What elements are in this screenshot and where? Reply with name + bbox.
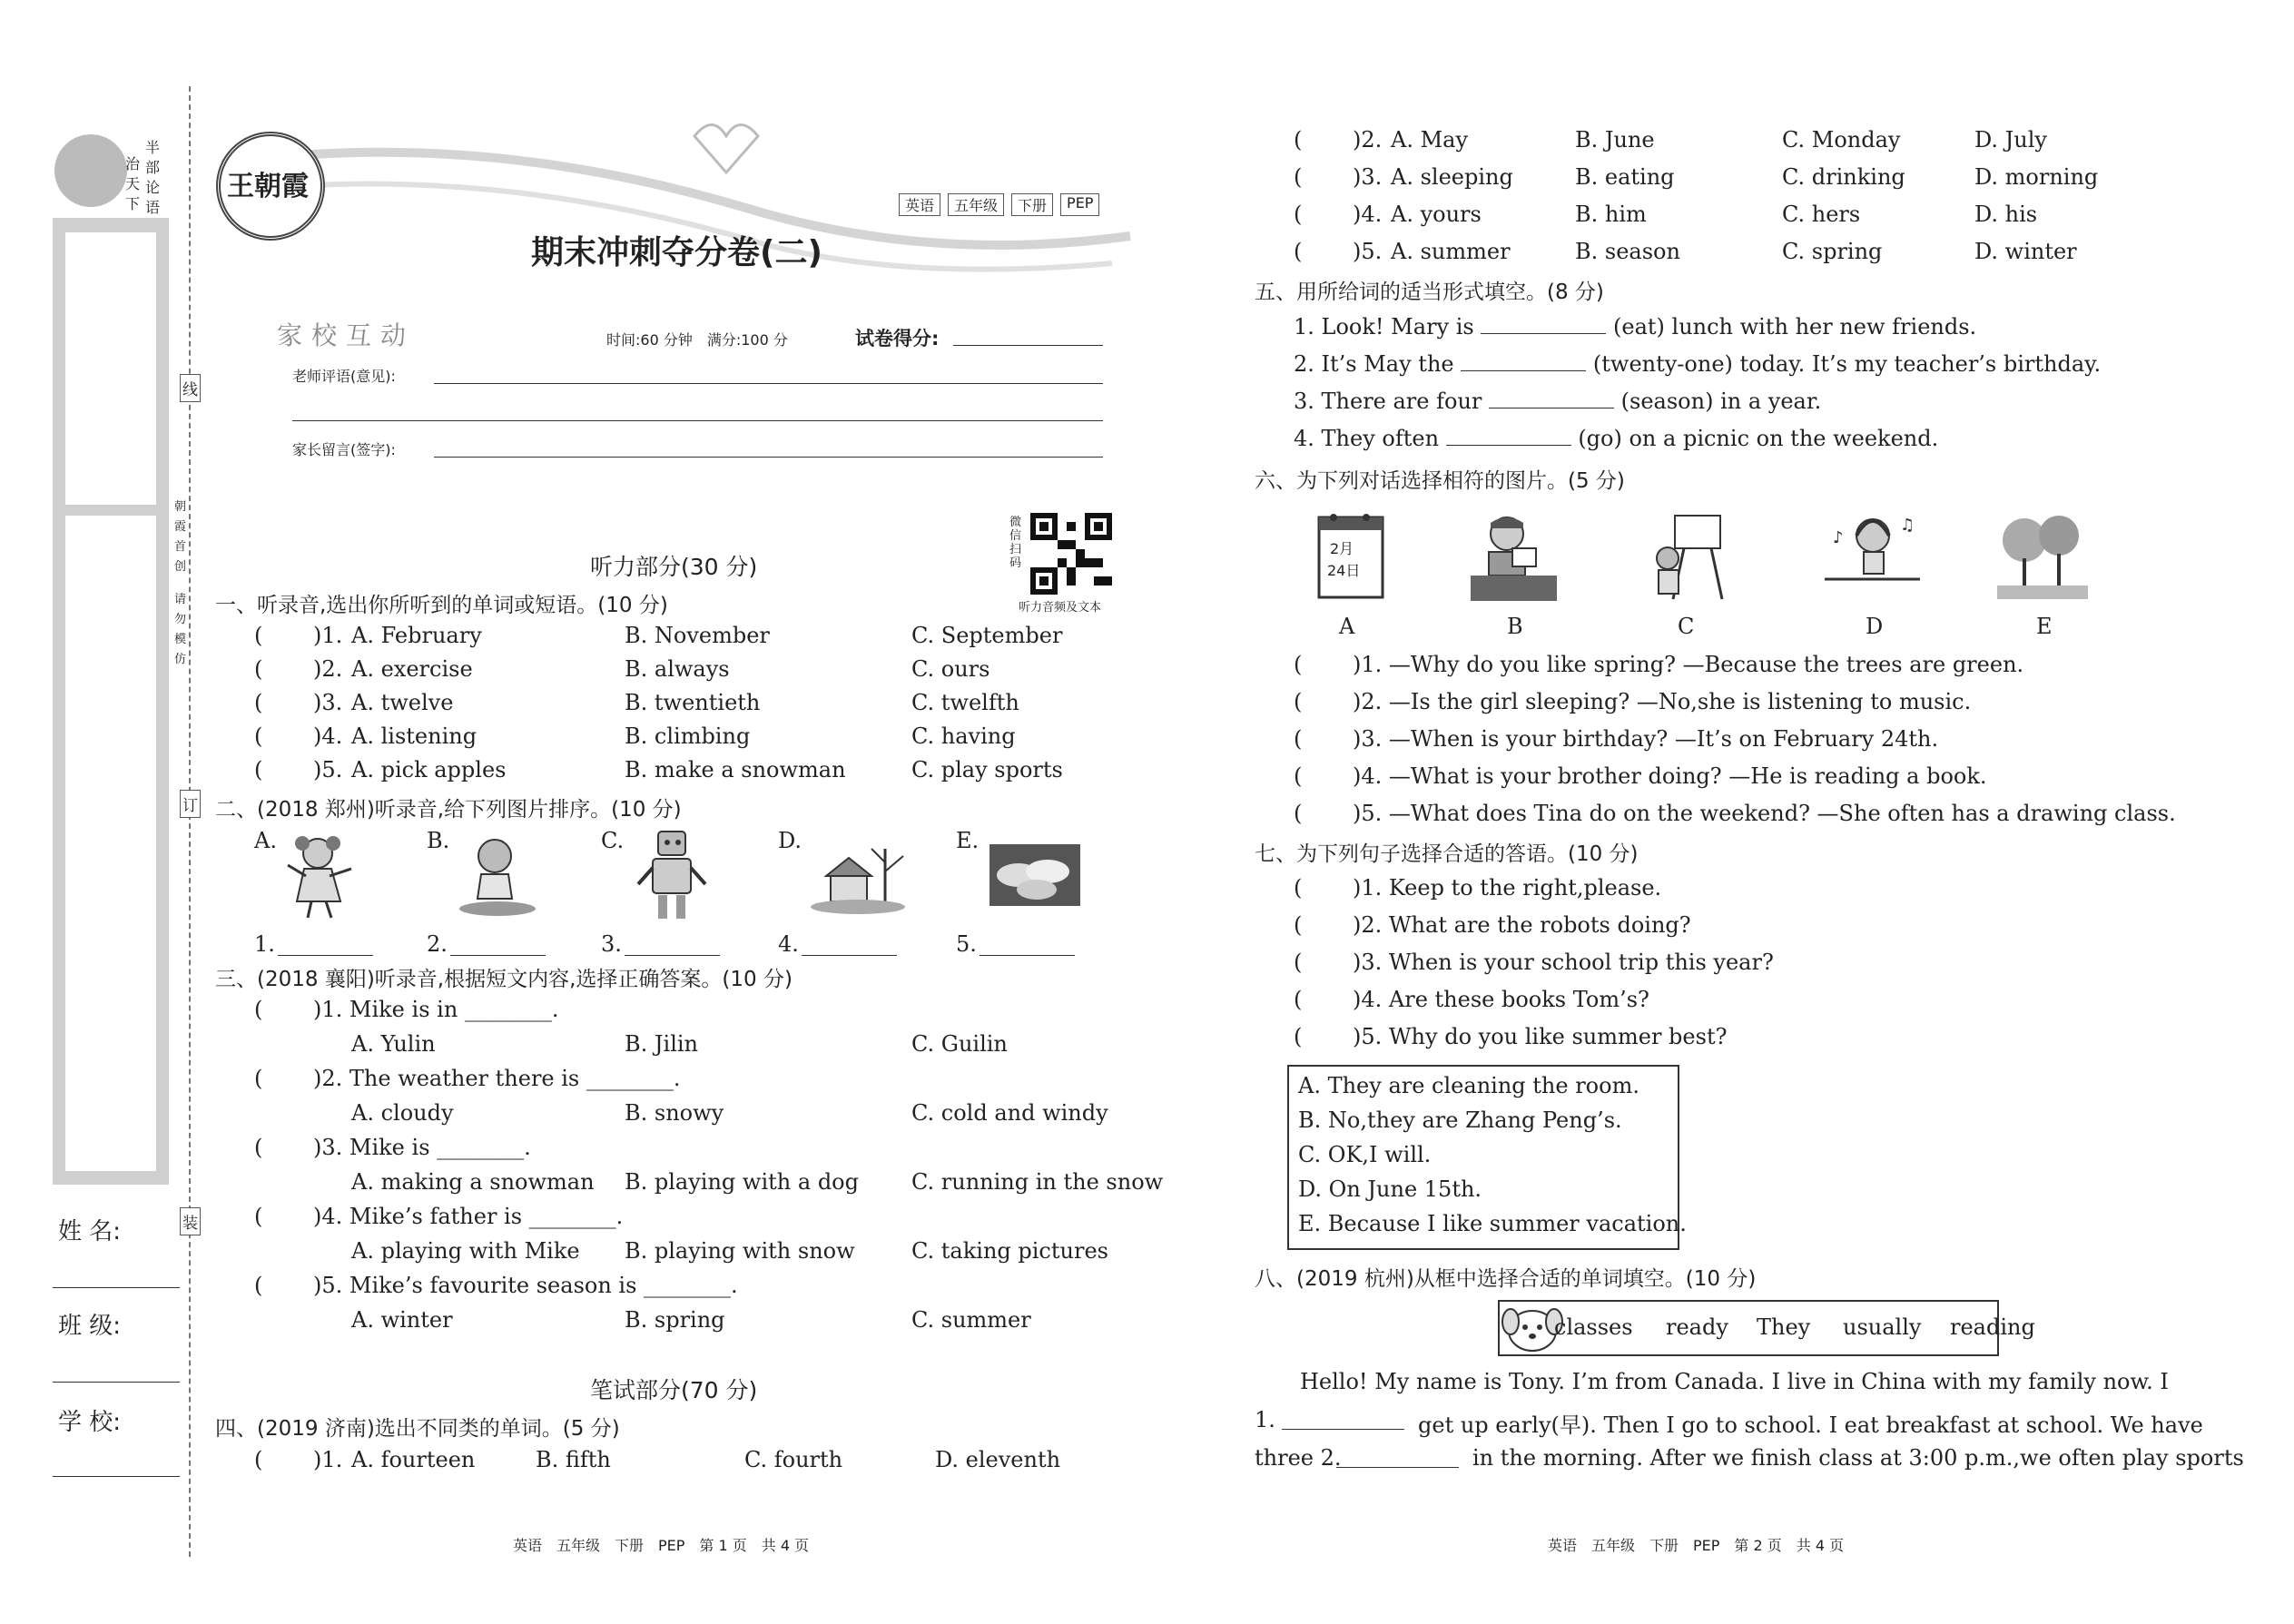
passage-line: Hello! My name is Tony. I’m from Canada. I live in China with my family now. I xyxy=(1300,1369,2169,1394)
blank-field[interactable] xyxy=(980,955,1075,956)
question-text: )1. Mike is in ________. xyxy=(313,997,559,1022)
brand-char: 语 xyxy=(145,199,161,216)
question-number: )4. xyxy=(1353,202,1383,227)
dumplings-photo xyxy=(989,844,1080,906)
school-field[interactable] xyxy=(53,1476,180,1477)
answer-bracket[interactable]: ( xyxy=(1294,987,1303,1012)
answer-bracket[interactable]: ( xyxy=(254,1447,263,1472)
child-sitting-picture xyxy=(454,831,545,921)
answer-bracket[interactable]: ( xyxy=(1294,689,1303,714)
answer-bracket[interactable]: ( xyxy=(1294,1024,1303,1049)
word-bank-item: ready xyxy=(1666,1314,1728,1340)
option-d: D. morning xyxy=(1974,164,2099,190)
option-a: A. pick apples xyxy=(351,757,507,782)
calendar-month: 2月 xyxy=(1330,540,1354,557)
picture-label: C. xyxy=(601,828,625,853)
question-text: )3. Mike is ________. xyxy=(313,1135,531,1160)
dialogue-text: )5. —What does Tina do on the weekend? —She often has a drawing class. xyxy=(1353,801,2176,826)
word-bank-item: reading xyxy=(1950,1314,2035,1340)
option-b: B. playing with a dog xyxy=(625,1169,859,1195)
option-b: B. season xyxy=(1575,239,1680,264)
picture-label: B. xyxy=(427,828,450,853)
question-number: )2. xyxy=(1353,127,1383,153)
answer-bracket[interactable]: ( xyxy=(1294,202,1303,227)
question-number: )5. xyxy=(1353,239,1383,264)
option-c: C. taking pictures xyxy=(911,1238,1108,1264)
option-b: B. June xyxy=(1575,127,1655,153)
picture-label: E xyxy=(2036,614,2053,639)
answer-bracket[interactable]: ( xyxy=(1294,875,1303,901)
picture-label: A xyxy=(1339,614,1355,639)
question-text: )2. What are the robots doing? xyxy=(1353,912,1691,938)
score-label: 试卷得分: xyxy=(855,328,940,349)
answer-bracket[interactable]: ( xyxy=(1294,950,1303,975)
brand-char: 治 xyxy=(125,155,141,172)
spring-trees-picture xyxy=(1997,508,2088,599)
teacher-comment-field[interactable] xyxy=(434,383,1103,384)
answer-bracket[interactable]: ( xyxy=(254,1066,263,1091)
time-info: 时间:60 分钟 满分:100 分 xyxy=(606,331,788,349)
footer-left: 英语 五年级 下册 PEP 第 1 页 共 4 页 xyxy=(513,1537,810,1554)
series-tags xyxy=(899,193,1099,216)
blank-field[interactable] xyxy=(1481,315,1606,334)
option-d: D. July xyxy=(1974,127,2047,153)
option-d: D. winter xyxy=(1974,239,2077,264)
answer-bracket[interactable]: ( xyxy=(1294,164,1303,190)
question-text: )4. Are these books Tom’s? xyxy=(1353,987,1649,1012)
parent-comment-field[interactable] xyxy=(434,457,1103,458)
teacher-comment-label: 老师评语(意见): xyxy=(292,368,396,385)
picture-label: D. xyxy=(778,828,802,853)
blank-field[interactable] xyxy=(1489,389,1614,408)
option-c: C. hers xyxy=(1782,202,1861,227)
blank-number: 4. xyxy=(778,931,799,957)
option-c: C. ours xyxy=(911,656,990,682)
answer-bracket[interactable]: ( xyxy=(254,623,263,648)
blank-number: 3. xyxy=(601,931,622,957)
blank-field[interactable] xyxy=(802,955,897,956)
answer-bracket[interactable]: ( xyxy=(254,757,263,782)
footer-right: 英语 五年级 下册 PEP 第 2 页 共 4 页 xyxy=(1548,1537,1845,1554)
passage-line: in the morning. After we finish class at 3:00 p.m.,we often play sports xyxy=(1472,1445,2244,1471)
question-number: )3. xyxy=(1353,164,1383,190)
option-b: B. him xyxy=(1575,202,1647,227)
answer-bracket[interactable]: ( xyxy=(1294,127,1303,153)
teacher-comment-field-2[interactable] xyxy=(292,420,1103,421)
class-label: 班 级: xyxy=(58,1313,122,1340)
picture-label: E. xyxy=(956,828,980,853)
picture-label: A. xyxy=(254,828,277,853)
passage-line: get up early(早). Then I go to school. I eat breakfast at school. We have xyxy=(1418,1412,2203,1438)
passage-prefix: three 2. xyxy=(1255,1445,1342,1471)
option-c: C. Guilin xyxy=(911,1031,1008,1057)
section-5-title: 五、用所给词的适当形式填空。(8 分) xyxy=(1255,281,1604,304)
answer-option: E. Because I like summer vacation. xyxy=(1298,1211,1687,1236)
name-field[interactable] xyxy=(53,1287,180,1288)
vertical-note: 朝霞首创 xyxy=(174,500,187,574)
passage-prefix: 1. xyxy=(1255,1407,1275,1432)
series-tag: 五年级 xyxy=(948,193,1004,216)
passage-blank-1[interactable] xyxy=(1282,1429,1404,1430)
dialogue-text: )1. —Why do you like spring? —Because the trees are green. xyxy=(1353,652,2024,677)
girl-dancing-picture xyxy=(277,831,363,921)
sidebar-panel-inner-top xyxy=(65,232,156,505)
question-text: )5. Mike’s favourite season is ________. xyxy=(313,1273,738,1298)
blank-number: 1. xyxy=(254,931,275,957)
option-b: B. make a snowman xyxy=(625,757,846,782)
option-c: C. Monday xyxy=(1782,127,1901,153)
option-b: B. Jilin xyxy=(625,1031,698,1057)
answer-bracket[interactable]: ( xyxy=(1294,652,1303,677)
girl-music-picture xyxy=(1820,508,1925,599)
option-c: C. cold and windy xyxy=(911,1100,1108,1126)
answer-bracket[interactable]: ( xyxy=(1294,239,1303,264)
answer-bracket[interactable]: ( xyxy=(1294,726,1303,752)
brand-char: 部 xyxy=(145,159,161,176)
answer-bracket[interactable]: ( xyxy=(1294,763,1303,789)
blank-field[interactable] xyxy=(1446,427,1571,446)
option-b: B. spring xyxy=(625,1307,725,1333)
section-1-title: 一、听录音,选出你所听到的单词或短语。(10 分) xyxy=(215,594,668,617)
answer-bracket[interactable]: ( xyxy=(254,723,263,749)
answer-option: A. They are cleaning the room. xyxy=(1298,1073,1639,1098)
series-tag: 英语 xyxy=(899,193,940,216)
option-c: C. summer xyxy=(911,1307,1031,1333)
blank-field[interactable] xyxy=(278,955,373,956)
section-8-title: 八、(2019 杭州)从框中选择合适的单词填空。(10 分) xyxy=(1255,1267,1757,1291)
answer-option: D. On June 15th. xyxy=(1298,1176,1482,1202)
writing-title: 笔试部分(70 分) xyxy=(590,1377,758,1403)
fill-row xyxy=(1294,351,2101,377)
option-c: C. drinking xyxy=(1782,164,1905,190)
calendar-day: 24日 xyxy=(1327,562,1361,579)
page-title: 期末冲刺夺分卷(二) xyxy=(531,234,822,271)
answer-bracket[interactable]: ( xyxy=(254,656,263,682)
brand-char: 天 xyxy=(125,175,141,192)
option-c: C. September xyxy=(911,623,1063,648)
fill-row xyxy=(1294,389,1821,414)
option-b: B. always xyxy=(625,656,730,682)
word-bank-item: usually xyxy=(1843,1314,1922,1340)
blank-number: 5. xyxy=(956,931,977,957)
brand-avatar xyxy=(54,134,127,207)
cut-line xyxy=(189,86,191,1557)
vertical-note: 请勿模仿 xyxy=(174,593,187,666)
dialogue-text: )4. —What is your brother doing? —He is reading a book. xyxy=(1353,763,1987,789)
sentence-end: (twenty-one) today. It’s my teacher’s birthday. xyxy=(1592,351,2102,377)
option-c: C. having xyxy=(911,723,1016,749)
svg-text:♪: ♪ xyxy=(1833,528,1844,547)
blank-number: 2. xyxy=(427,931,448,957)
answer-bracket[interactable]: ( xyxy=(254,1273,263,1298)
question-text: )3. When is your school trip this year? xyxy=(1353,950,1774,975)
option-a: A. cloudy xyxy=(351,1100,454,1126)
question-text: )1. Keep to the right,please. xyxy=(1353,875,1662,901)
dialogue-text: )3. —When is your birthday? —It’s on February 24th. xyxy=(1353,726,1939,752)
answer-bracket[interactable]: ( xyxy=(254,690,263,715)
qr-label: 微信扫码 xyxy=(1009,516,1022,570)
option-b: B. climbing xyxy=(625,723,751,749)
score-field[interactable] xyxy=(953,345,1103,346)
home-school-badge: 家校互动 xyxy=(277,320,416,350)
brand-char: 下 xyxy=(125,195,141,212)
option-a: A. twelve xyxy=(351,690,454,715)
sentence-start: 3. There are four xyxy=(1294,389,1482,414)
option-d: D. eleventh xyxy=(935,1447,1061,1472)
answer-bracket[interactable]: ( xyxy=(254,997,263,1022)
robot-picture xyxy=(631,824,713,924)
cut-mark: 线 xyxy=(180,374,201,402)
option-a: A. February xyxy=(351,623,482,648)
parent-comment-label: 家长留言(签字): xyxy=(292,441,396,458)
section-3-title: 三、(2018 襄阳)听录音,根据短文内容,选择正确答案。(10 分) xyxy=(215,968,793,991)
option-a: A. yours xyxy=(1391,202,1482,227)
sidebar-panel-inner-bottom xyxy=(65,516,156,1171)
answer-bracket[interactable]: ( xyxy=(254,1135,263,1160)
picture-label: C xyxy=(1678,614,1695,639)
section-4-title: 四、(2019 济南)选出不同类的单词。(5 分) xyxy=(215,1417,620,1441)
question-number: )1. xyxy=(313,623,343,648)
sentence-end: (season) in a year. xyxy=(1620,389,1822,414)
school-label: 学 校: xyxy=(58,1409,122,1436)
question-number: )4. xyxy=(313,723,343,749)
sentence-start: 2. It’s May the xyxy=(1294,351,1454,377)
option-a: A. fourteen xyxy=(351,1447,476,1472)
sentence-end: (eat) lunch with her new friends. xyxy=(1613,314,1977,340)
art-class-picture xyxy=(1648,508,1738,608)
answer-option: B. No,they are Zhang Peng’s. xyxy=(1298,1107,1622,1133)
class-field[interactable] xyxy=(53,1382,180,1383)
boy-reading-picture xyxy=(1462,508,1561,604)
option-c: C. twelfth xyxy=(911,690,1019,715)
answer-bracket[interactable]: ( xyxy=(254,1204,263,1229)
sentence-start: 1. Look! Mary is xyxy=(1294,314,1474,340)
option-b: B. November xyxy=(625,623,770,648)
option-a: A. winter xyxy=(351,1307,453,1333)
word-bank-item: classes xyxy=(1554,1314,1633,1340)
picture-label: B xyxy=(1507,614,1523,639)
question-number: )3. xyxy=(313,690,343,715)
answer-option: C. OK,I will. xyxy=(1298,1142,1432,1167)
cut-mark: 订 xyxy=(180,790,201,818)
blank-field[interactable] xyxy=(625,955,720,956)
logo-text: 王朝霞 xyxy=(227,171,309,202)
option-c: C. fourth xyxy=(744,1447,843,1472)
option-a: A. listening xyxy=(351,723,478,749)
series-tag: 下册 xyxy=(1011,193,1053,216)
sentence-end: (go) on a picnic on the weekend. xyxy=(1578,426,1939,451)
listening-title: 听力部分(30 分) xyxy=(590,554,758,580)
passage-blank-2[interactable] xyxy=(1336,1467,1459,1468)
option-c: C. running in the snow xyxy=(911,1169,1164,1195)
blank-field[interactable] xyxy=(1461,352,1586,371)
option-b: B. twentieth xyxy=(625,690,761,715)
dialogue-text: )2. —Is the girl sleeping? —No,she is listening to music. xyxy=(1353,689,1972,714)
section-2-title: 二、(2018 郑州)听录音,给下列图片排序。(10 分) xyxy=(215,798,682,822)
option-a: A. exercise xyxy=(351,656,473,682)
cut-mark: 装 xyxy=(180,1207,201,1235)
question-text: )5. Why do you like summer best? xyxy=(1353,1024,1728,1049)
question-number: )1. xyxy=(313,1447,343,1472)
option-a: A. sleeping xyxy=(1391,164,1513,190)
option-a: A. making a snowman xyxy=(351,1169,595,1195)
option-c: C. play sports xyxy=(911,757,1063,782)
option-a: A. Yulin xyxy=(351,1031,436,1057)
option-b: B. fifth xyxy=(536,1447,611,1472)
option-d: D. his xyxy=(1974,202,2038,227)
qr-code[interactable] xyxy=(1030,513,1112,595)
qr-caption: 听力音频及文本 xyxy=(1019,601,1102,615)
question-number: )5. xyxy=(313,757,343,782)
answer-bracket[interactable]: ( xyxy=(1294,912,1303,938)
option-a: A. May xyxy=(1391,127,1469,153)
question-number: )2. xyxy=(313,656,343,682)
svg-text:♫: ♫ xyxy=(1900,516,1915,535)
series-tag: PEP xyxy=(1060,193,1099,216)
question-text: )4. Mike’s father is ________. xyxy=(313,1204,624,1229)
sentence-start: 4. They often xyxy=(1294,426,1440,451)
answer-bracket[interactable]: ( xyxy=(1294,801,1303,826)
brand-char: 论 xyxy=(145,179,161,196)
section-7-title: 七、为下列句子选择合适的答语。(10 分) xyxy=(1255,842,1639,866)
fill-row xyxy=(1294,314,1976,340)
option-a: A. playing with Mike xyxy=(351,1238,580,1264)
section-6-title: 六、为下列对话选择相符的图片。(5 分) xyxy=(1255,469,1625,493)
word-bank-item: They xyxy=(1757,1314,1811,1340)
option-c: C. spring xyxy=(1782,239,1883,264)
winter-house-picture xyxy=(808,831,912,917)
picture-label: D xyxy=(1866,614,1884,639)
question-text: )2. The weather there is ________. xyxy=(313,1066,681,1091)
option-b: B. snowy xyxy=(625,1100,724,1126)
name-label: 姓 名: xyxy=(58,1218,122,1245)
option-a: A. summer xyxy=(1391,239,1511,264)
brand-char: 半 xyxy=(145,139,161,156)
fill-row xyxy=(1294,426,1938,451)
blank-field[interactable] xyxy=(450,955,546,956)
option-b: B. eating xyxy=(1575,164,1675,190)
option-b: B. playing with snow xyxy=(625,1238,855,1264)
